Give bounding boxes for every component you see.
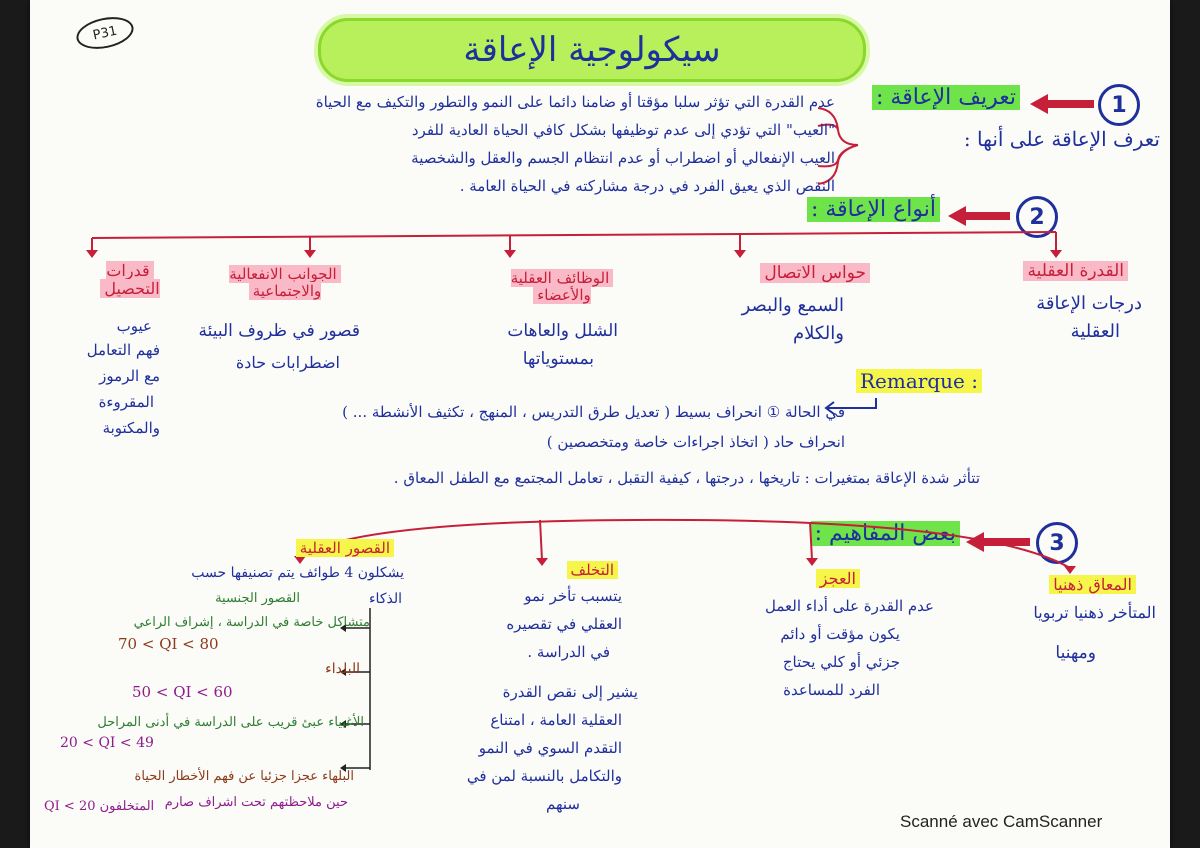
section-2-number: 2	[1016, 196, 1058, 238]
section-3-number: 3	[1036, 522, 1078, 564]
category-4-label: البلهاء عجزا جزئيا عن فهم الأخطار الحياة	[134, 769, 354, 784]
section-2-heading: أنواع الإعاقة :	[807, 198, 940, 222]
type-5-body-4: المقروءة	[98, 393, 154, 411]
concept-4-body-1: يشكلون 4 طوائف يتم تصنيفها حسب	[191, 565, 404, 581]
section-2-arrow-icon	[948, 206, 1010, 226]
type-2-title: حواس الاتصال	[760, 264, 870, 283]
section-3-heading: بعض المفاهيم :	[811, 522, 960, 546]
type-3-title: الوظائف العقلية والأعضاء	[502, 270, 622, 303]
concept-2-body-3: جزئي أو كلي يحتاج	[782, 653, 900, 671]
subtitle-green: القصور الجنسية	[215, 591, 300, 606]
s1-line-4: النقص الذي يعيق الفرد في درجة مشاركته في الحياة العامة .	[459, 177, 835, 195]
type-5-title: قدرات التحصيل	[90, 262, 170, 297]
concept-3-body-7: والتكامل بالنسبة لمن في	[466, 767, 622, 785]
concept-3-body-1: يتسبب تأخر نمو	[524, 587, 622, 605]
concept-2-body-1: عدم القدرة على أداء العمل	[765, 597, 934, 615]
type-5-body-2: فهم التعامل	[86, 341, 160, 359]
category-2-label: البلداء	[325, 661, 360, 677]
s1-line-1: عدم القدرة التي تؤثر سلبا مؤقتا أو ضامنا دائما على النمو والتطور والتكيف مع الحياة	[315, 93, 835, 111]
types-connector-lines	[80, 226, 1070, 262]
type-4-body-1: قصور في ظروف البيئة	[198, 321, 360, 341]
concept-3-body-6: التقدم السوي في النمو	[478, 739, 622, 757]
scanner-watermark: Scanné avec CamScanner	[900, 812, 1103, 831]
concept-3-body-4: يشير إلى نقص القدرة	[502, 683, 638, 701]
category-5-iq: QI < 20 المتخلفون	[44, 799, 155, 814]
concept-1-body-1: المتأخر ذهنيا تربويا	[1033, 603, 1156, 622]
concepts-connector-lines	[290, 508, 1090, 578]
concept-3-body-8: سنهم	[546, 795, 580, 813]
category-1-iq: 70 < QI < 80	[118, 635, 219, 653]
type-2-body-2: والكلام	[792, 323, 844, 344]
category-3-iq: 20 < QI < 49	[60, 735, 154, 751]
type-4-body-2: اضطرابات حادة	[235, 353, 340, 372]
category-2-iq: 50 < QI < 60	[132, 683, 233, 701]
categories-bracket	[340, 606, 380, 776]
type-1-body-1: درجات الإعاقة	[1036, 293, 1142, 314]
s1-line-2: "العيب" التي تؤدي إلى عدم توظيفها بشكل كافي الحياة العادية للفرد	[411, 121, 835, 139]
concept-4-title: القصور العقلية	[296, 540, 394, 557]
page-title: سيكولوجية الإعاقة	[318, 18, 866, 82]
concept-1-title: المعاق ذهنيا	[1049, 576, 1136, 594]
section-1-intro: تعرف الإعاقة على أنها :	[963, 127, 1160, 151]
remark-label: Remarque :	[856, 370, 982, 392]
type-2-body-1: السمع والبصر	[741, 295, 844, 316]
page-number-mark: P31	[74, 12, 137, 53]
section-1-number: 1	[1098, 84, 1140, 126]
concept-3-body-3: في الدراسة .	[527, 643, 610, 661]
concept-3-title: التخلف	[567, 562, 618, 579]
type-3-body-1: الشلل والعاهات	[507, 321, 618, 341]
concept-2-body-2: يكون مؤقت أو دائم	[780, 625, 900, 643]
section-1-heading: تعريف الإعاقة :	[872, 86, 1020, 110]
concept-2-body-4: الفرد للمساعدة	[783, 681, 880, 699]
concept-1-body-2: ومهنيا	[1055, 643, 1096, 663]
category-5-label: حين ملاحظتهم تحت اشراف صارم	[164, 795, 348, 810]
remark-line-2: انحراف حاد ( اتخاذ اجراءات خاصة ومتخصصين )	[546, 433, 845, 451]
type-5-body-1: عيوب	[116, 317, 152, 335]
remark-line-1: في الحالة ① انحراف بسيط ( تعديل طرق التدريس ، المنهج ، تكثيف الأنشطة ... )	[342, 403, 845, 421]
type-5-body-3: مع الرموز	[99, 367, 160, 385]
concept-2-title: العجز	[816, 570, 860, 588]
type-4-title: الجوانب الانفعالية والاجتماعية	[210, 266, 360, 299]
s1-line-3: العيب الإنفعالي أو اضطراب أو عدم انتظام الجسم والعقل والشخصية	[411, 149, 835, 167]
category-3-label: الأغبياء عبئ قريب على الدراسة في أدنى المراحل	[97, 715, 364, 730]
type-3-body-2: بمستوياتها	[522, 349, 594, 369]
type-1-body-2: العقلية	[1070, 321, 1120, 342]
category-1-label: متشاكل خاصة في الدراسة ، إشراف الراعي	[133, 615, 370, 630]
concept-4-body-2: الذكاء	[368, 591, 402, 607]
concept-3-body-5: العقلية العامة ، امتناع	[490, 711, 622, 729]
type-5-body-5: والمكتوبة	[102, 419, 160, 437]
remark-line-3: تتأثر شدة الإعاقة بمتغيرات : تاريخها ، درجتها ، كيفية التقبل ، تعامل المجتمع مع الطفل المعاق .	[393, 469, 980, 487]
type-1-title: القدرة العقلية	[1023, 262, 1128, 281]
concept-3-body-2: العقلي في تقصيره	[506, 615, 622, 633]
section-1-arrow-icon	[1030, 94, 1094, 114]
